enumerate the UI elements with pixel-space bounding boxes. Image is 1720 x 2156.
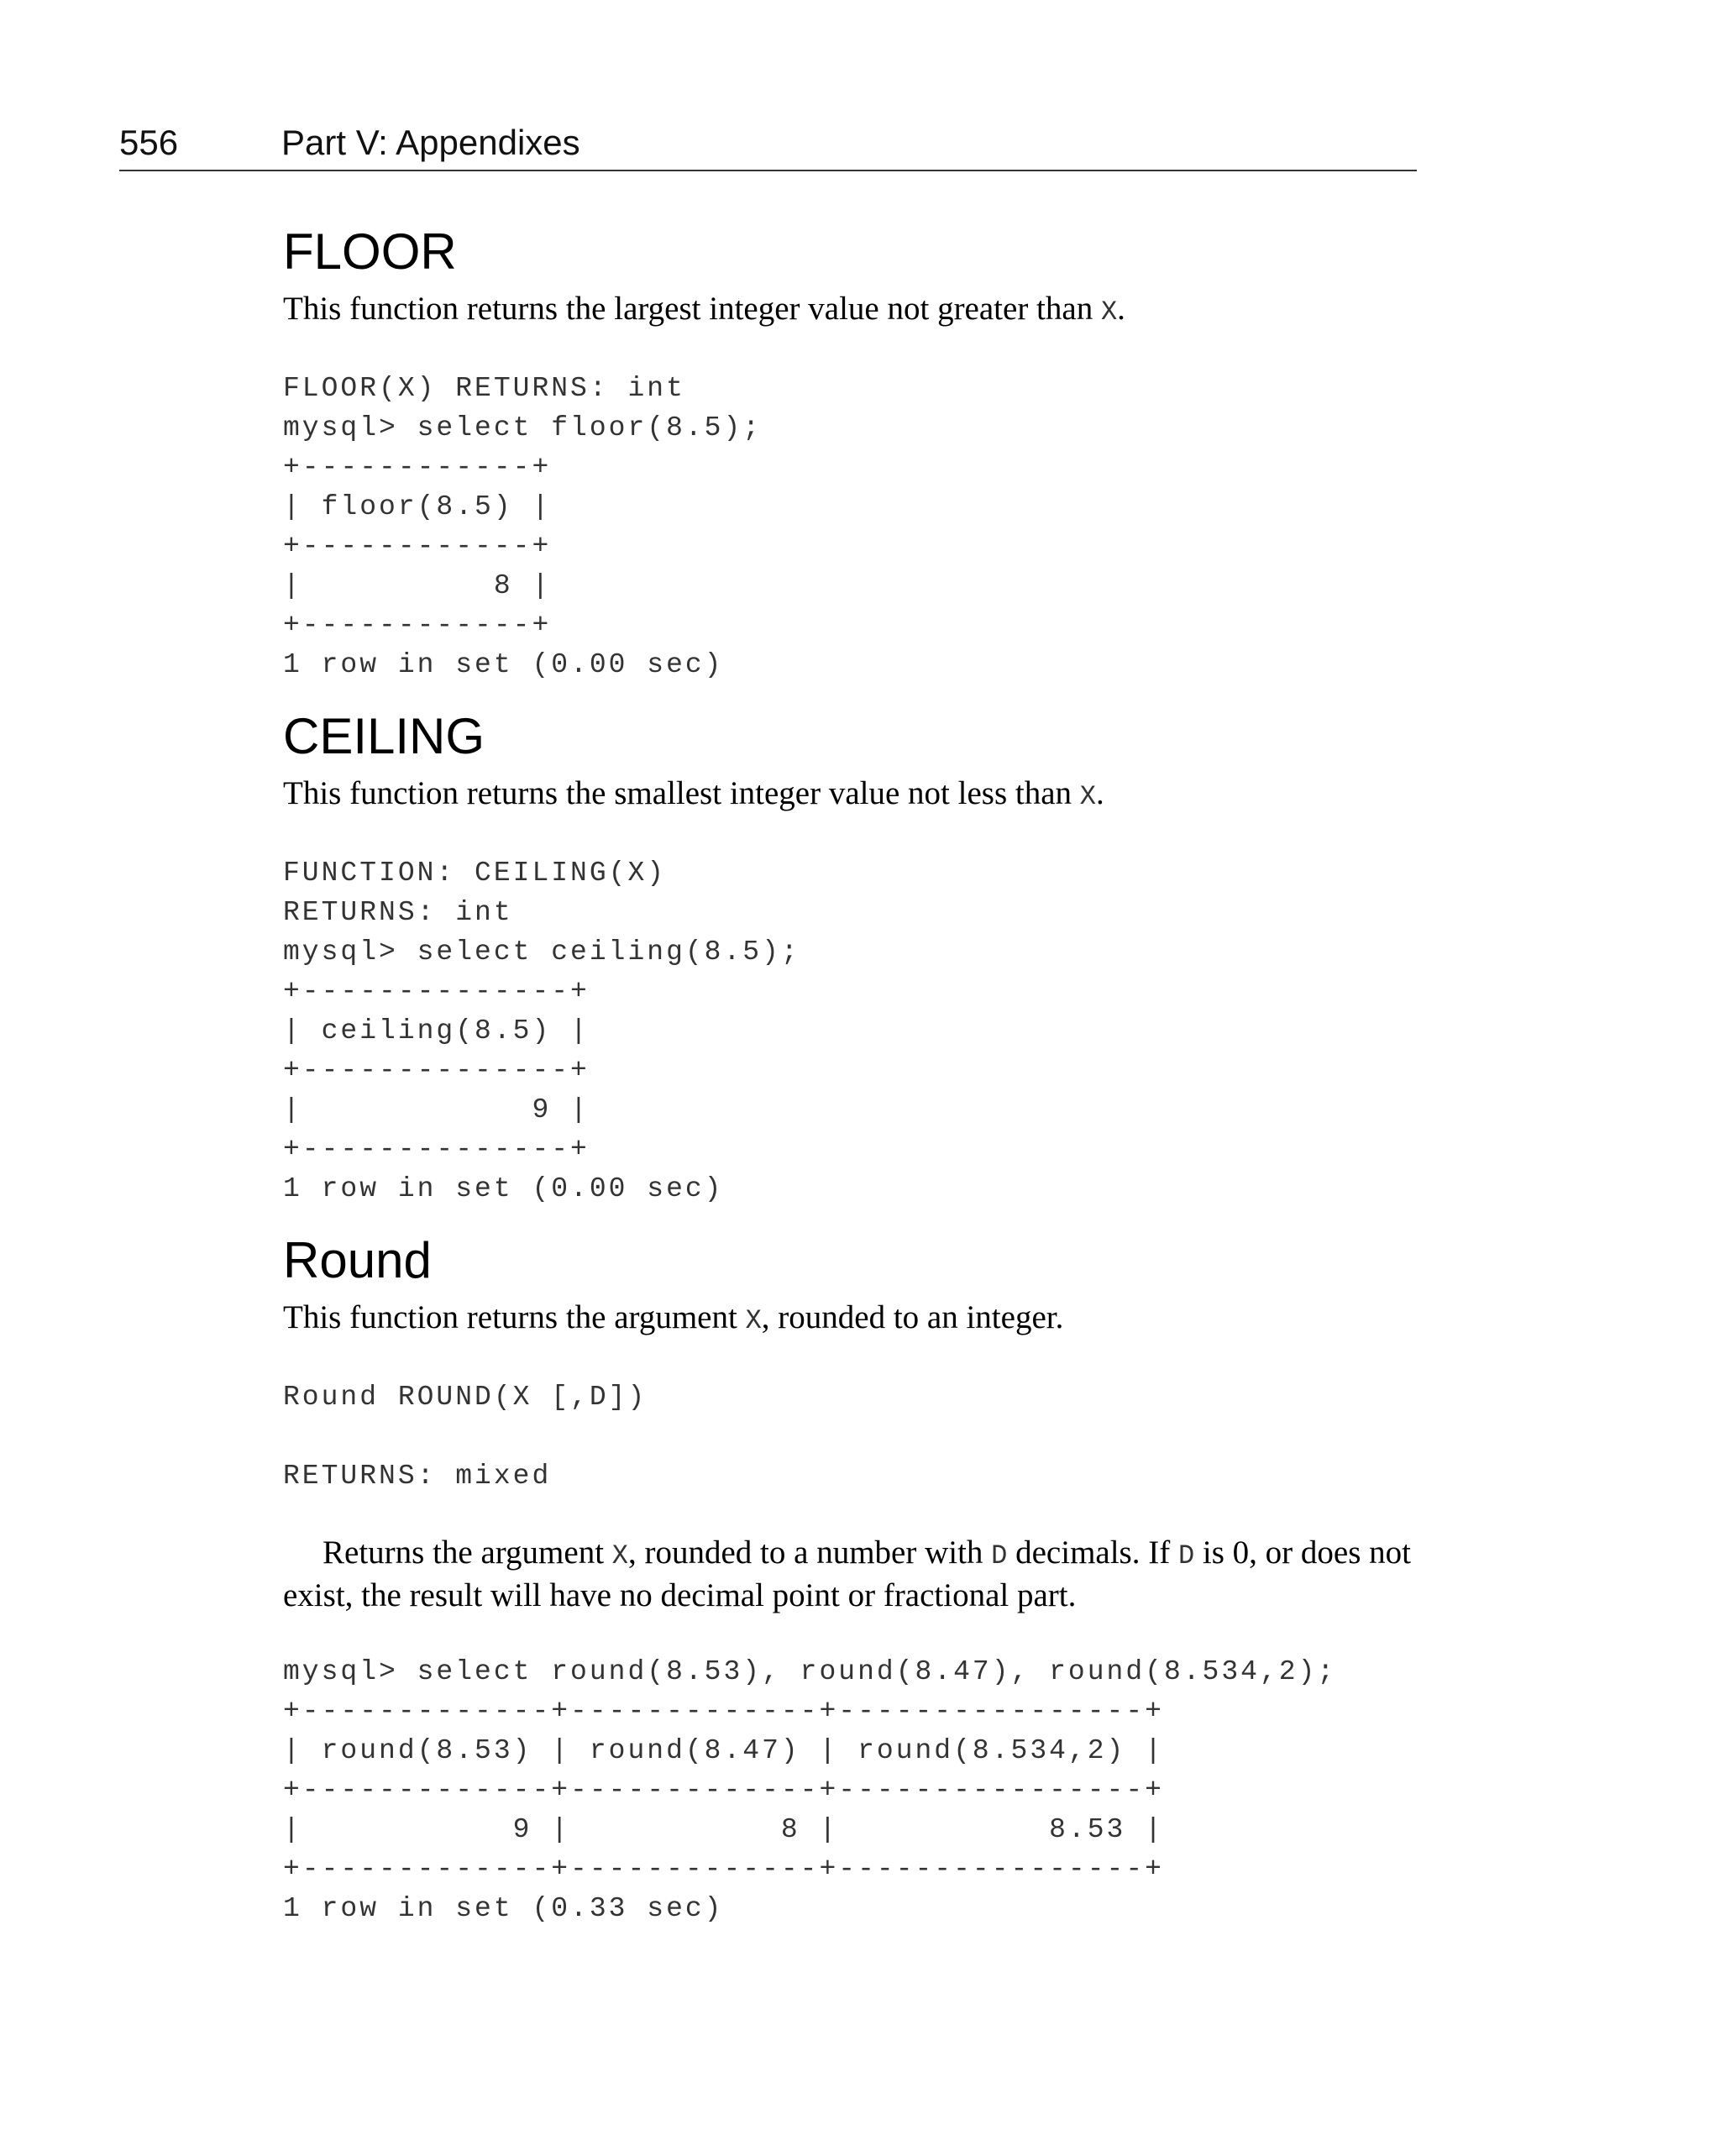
round-explanation-code-d2: D	[1177, 1540, 1195, 1571]
floor-description-text: This function returns the largest integer value not greater than	[283, 291, 1101, 327]
round-explanation-part-4: is 0, or does not exist, the result will have no decimal point or fractional part.	[283, 1534, 1411, 1613]
page-content	[283, 220, 1417, 1949]
page-number: 556	[119, 123, 179, 162]
round-description-end: , rounded to an integer.	[761, 1299, 1064, 1335]
ceiling-heading: CEILING	[283, 708, 485, 764]
ceiling-description-text: This function returns the smallest integer value not less than	[283, 775, 1080, 811]
floor-description	[283, 289, 1417, 332]
round-signature-code: Round ROUND(X [,D])	[283, 1382, 648, 1413]
round-explanation-part-1: Returns the argument	[322, 1534, 612, 1571]
page-header	[119, 116, 1417, 171]
round-explanation	[283, 1533, 1417, 1615]
round-explanation-code-x: X	[611, 1540, 628, 1571]
round-section	[283, 1229, 1417, 1928]
ceiling-section	[283, 705, 1417, 1209]
round-heading: Round	[283, 1232, 432, 1288]
floor-description-end: .	[1117, 291, 1125, 327]
round-explanation-code-d1: D	[991, 1540, 1008, 1571]
round-description	[283, 1298, 1417, 1340]
ceiling-inline-code: X	[1079, 781, 1096, 812]
round-explanation-part-3: decimals. If	[1007, 1534, 1178, 1571]
floor-code-block: FLOOR(X) RETURNS: int mysql> select floor(8.5); +------------+ | floor(8.5) | +------------+ | 8 | +------------+ 1 row in set (0.00 sec)	[283, 373, 763, 680]
ceiling-code-block: FUNCTION: CEILING(X) RETURNS: int mysql> select ceiling(8.5); +--------------+ | ceiling(8.5) | +--------------+ | 9 | +--------------+ 1 row in set (0.00 sec)	[283, 858, 800, 1204]
round-inline-code: X	[745, 1305, 762, 1336]
round-returns-code: RETURNS: mixed	[283, 1461, 552, 1492]
floor-inline-code: X	[1100, 296, 1118, 328]
round-description-text: This function returns the argument	[283, 1299, 746, 1335]
floor-heading: FLOOR	[283, 223, 457, 280]
ceiling-description-end: .	[1095, 775, 1104, 811]
round-example-code-block: mysql> select round(8.53), round(8.47), round(8.534,2); +-------------+-------------+----------------+ | round(8.53) | round(8.47) | round(8.534,2) | +-------------+-------------+----------------+ | 9 | 8 | 8.53 | +-------------+-------------+----------------+ 1 row in set (0.33 sec)	[283, 1656, 1337, 1924]
running-head: Part V: Appendixes	[281, 123, 580, 162]
floor-section	[283, 220, 1417, 685]
ceiling-description	[283, 774, 1417, 816]
round-explanation-part-2: , rounded to a number with	[628, 1534, 992, 1571]
